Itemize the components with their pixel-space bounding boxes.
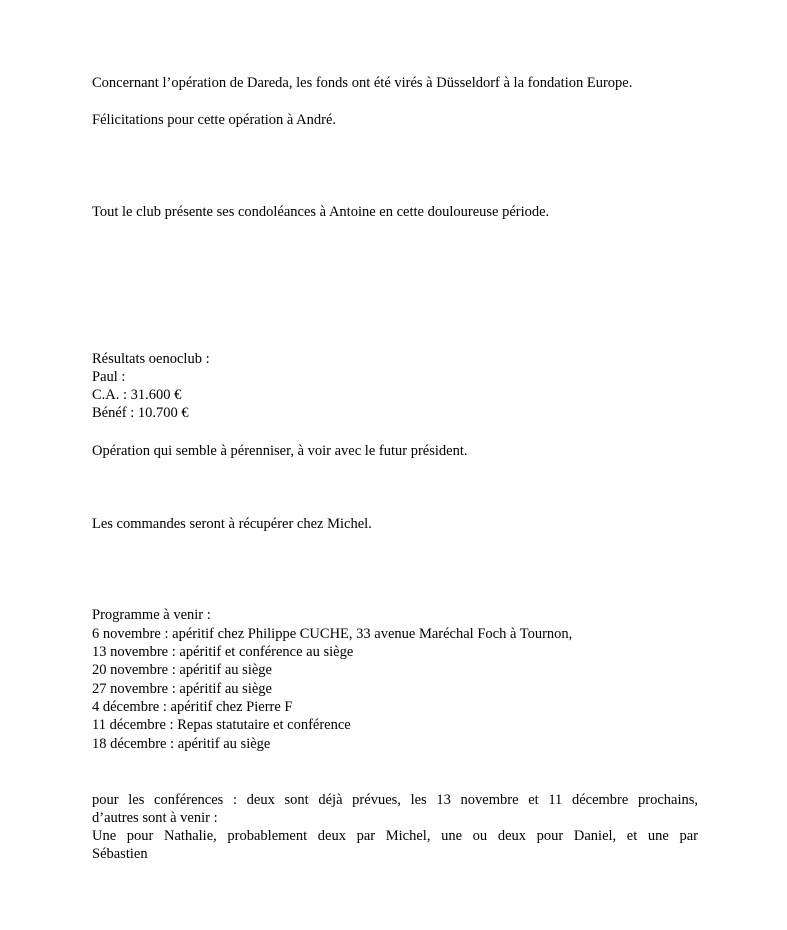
conferences-line-3: Une pour Nathalie, probablement deux par Michel, une ou deux pour Daniel, et une par [92, 828, 698, 844]
programme-item: 13 novembre : apéritif et conférence au siège [92, 644, 354, 660]
paragraph-perenniser: Opération qui semble à pérenniser, à voir avec le futur président. [92, 443, 468, 459]
programme-title: Programme à venir : [92, 607, 211, 623]
paragraph-condoleances: Tout le club présente ses condoléances à Antoine en cette douloureuse période. [92, 204, 550, 220]
programme-item: 11 décembre : Repas statutaire et conférence [92, 717, 351, 733]
programme-item: 6 novembre : apéritif chez Philippe CUCHE, 33 avenue Maréchal Foch à Tournon, [92, 626, 573, 642]
programme-item: 18 décembre : apéritif au siège [92, 736, 271, 752]
resultats-name: Paul : [92, 369, 126, 385]
conferences-line-2: d’autres sont à venir : [92, 810, 218, 826]
programme-item: 27 novembre : apéritif au siège [92, 681, 272, 697]
resultats-ca: C.A. : 31.600 € [92, 387, 182, 403]
paragraph-felicitations: Félicitations pour cette opération à André. [92, 112, 337, 128]
conferences-line-1: pour les conférences : deux sont déjà prévues, les 13 novembre et 11 décembre prochains, [92, 792, 698, 808]
paragraph-dareda: Concernant l’opération de Dareda, les fonds ont été virés à Düsseldorf à la fondation Europe. [92, 75, 633, 91]
resultats-benef: Bénéf : 10.700 € [92, 405, 189, 421]
paragraph-commandes: Les commandes seront à récupérer chez Michel. [92, 516, 372, 532]
conferences-line-4: Sébastien [92, 846, 148, 862]
programme-item: 20 novembre : apéritif au siège [92, 662, 272, 678]
resultats-title: Résultats oenoclub : [92, 351, 210, 367]
programme-item: 4 décembre : apéritif chez Pierre F [92, 699, 293, 715]
